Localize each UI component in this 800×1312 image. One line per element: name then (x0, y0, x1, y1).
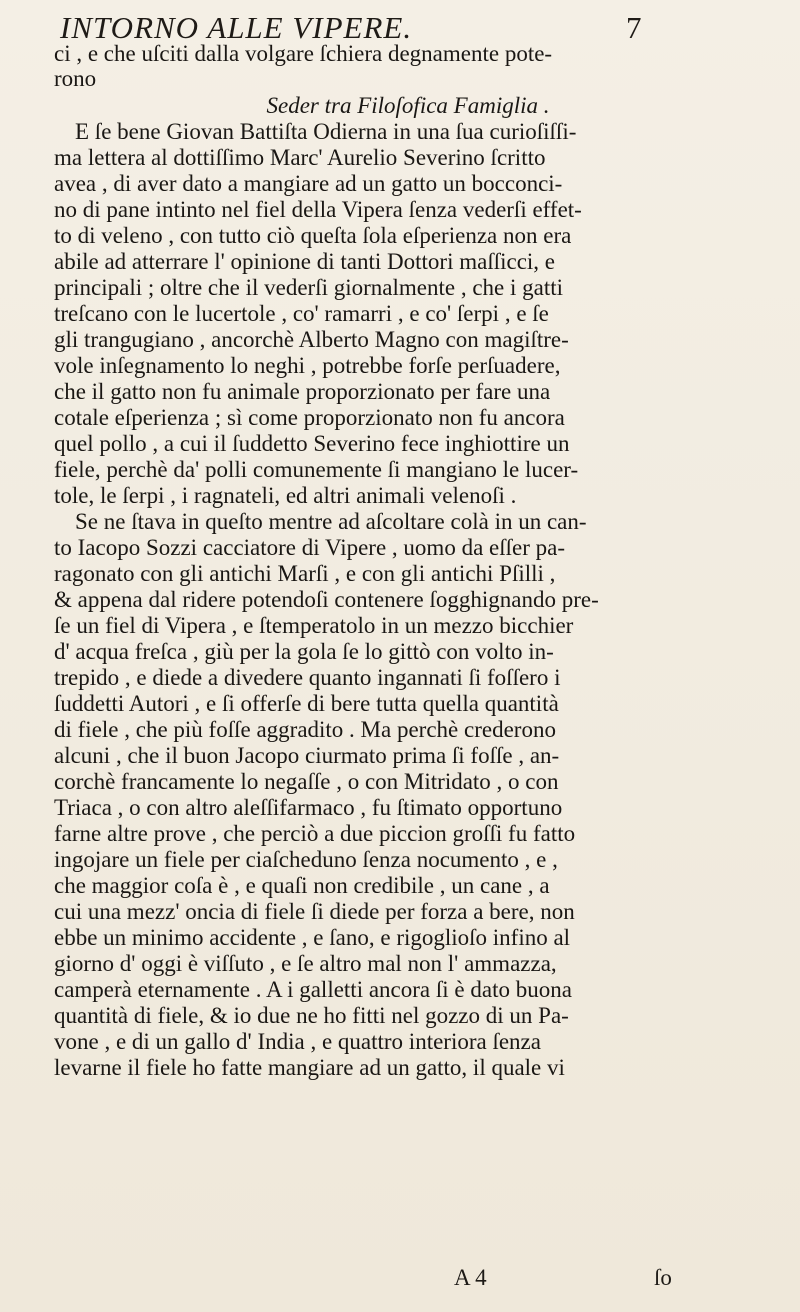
catchword: ſo (654, 1265, 672, 1290)
paragraph-start: Se ne ſtava in queſto mentre ad aſcoltare colà in un can- (75, 509, 587, 534)
body-text (54, 42, 762, 1292)
text-line: di fiele , che più foſſe aggradito . Ma perchè crederono (54, 717, 556, 742)
text-line: & appena dal ridere potendoſi contenere ſogghignando pre- (54, 587, 599, 612)
text-line: farne altre prove , che perciò a due piccion groſſi fu fatto (54, 821, 576, 846)
text-line: gli trangugiano , ancorchè Alberto Magno con magiſtre- (54, 327, 569, 352)
text-line: to Iacopo Sozzi cacciatore di Vipere , uomo da eſſer pa- (54, 535, 565, 560)
text-line: quantità di fiele, & io due ne ho fitti nel gozzo di un Pa- (54, 1003, 569, 1028)
text-line: trepido , e diede a divedere quanto ingannati ſi foſſero i (54, 665, 561, 690)
text-line: abile ad atterrare l' opinione di tanti Dottori maſſicci, e (54, 249, 556, 274)
text-line: ebbe un minimo accidente , e ſano, e rigoglioſo infino al (54, 925, 571, 950)
text-line: Triaca , o con altro aleſſifarmaco , fu ſtimato opportuno (54, 795, 563, 820)
text-line: giorno d' oggi è viſſuto , e ſe altro mal non l' ammazza, (54, 951, 557, 976)
text-line: cotale eſperienza ; sì come proporzionato non fu ancora (54, 405, 565, 430)
text-line: ma lettera al dottiſſimo Marc' Aurelio Severino ſcritto (54, 145, 546, 170)
text-line: no di pane intinto nel fiel della Vipera ſenza vederſi effet- (54, 197, 582, 222)
text-line: camperà eternamente . A i galletti ancora ſi è dato buona (54, 977, 572, 1002)
text-line: to di veleno , con tutto ciò queſta ſola eſperienza non era (54, 223, 572, 248)
text-line: vole inſegnamento lo neghi , potrebbe forſe perſuadere, (54, 353, 561, 378)
text-line: d' acqua freſca , giù per la gola ſe lo gittò con volto in- (54, 639, 554, 664)
signature-mark: A 4 (454, 1265, 487, 1290)
text-line: avea , di aver dato a mangiare ad un gatto un bocconci- (54, 171, 563, 196)
text-line: cui una mezz' oncia di fiele ſi diede per forza a bere, non (54, 899, 575, 924)
text-line: fiele, perchè da' polli comunemente ſi mangiano le lucer- (54, 457, 579, 482)
text-line: quel pollo , a cui il ſuddetto Severino fece inghiottire un (54, 431, 570, 456)
text-line: tole, le ſerpi , i ragnateli, ed altri animali velenoſi . (54, 483, 517, 508)
running-head: INTORNO ALLE VIPERE. (60, 10, 413, 45)
text-line: alcuni , che il buon Jacopo ciurmato prima ſi foſſe , an- (54, 743, 560, 768)
text-line: che maggior coſa è , e quaſi non credibile , un cane , a (54, 873, 550, 898)
page-number: 7 (626, 10, 642, 45)
text-line: ci , e che uſciti dalla volgare ſchiera degnamente pote- (54, 41, 553, 66)
text-line: che il gatto non fu animale proporzionato per fare una (54, 379, 551, 404)
text-line: rono (54, 66, 97, 91)
text-line: levarne il fiele ho fatte mangiare ad un gatto, il quale vi (54, 1055, 565, 1080)
text-line: vone , e di un gallo d' India , e quattro interiora ſenza (54, 1029, 541, 1054)
text-line: principali ; oltre che il vederſi giornalmente , che i gatti (54, 275, 564, 300)
paragraph-start: E ſe bene Giovan Battiſta Odierna in una ſua curioſiſſi- (75, 119, 577, 144)
text-line: treſcano con le lucertole , co' ramarri , e co' ſerpi , e ſe (54, 301, 549, 326)
text-line: corchè francamente lo negaſſe , o con Mitridato , o con (54, 769, 559, 794)
text-line: ragonato con gli antichi Marſi , e con gli antichi Pſilli , (54, 561, 556, 586)
verse-line: Seder tra Filoſofica Famiglia . (266, 93, 550, 118)
text-line: ingojare un fiele per ciaſcheduno ſenza nocumento , e , (54, 847, 558, 872)
text-line: ſe un fiel di Vipera , e ſtemperatolo in un mezzo bicchier (54, 613, 574, 638)
text-line: ſuddetti Autori , e ſi offerſe di bere tutta quella quantità (54, 691, 559, 716)
